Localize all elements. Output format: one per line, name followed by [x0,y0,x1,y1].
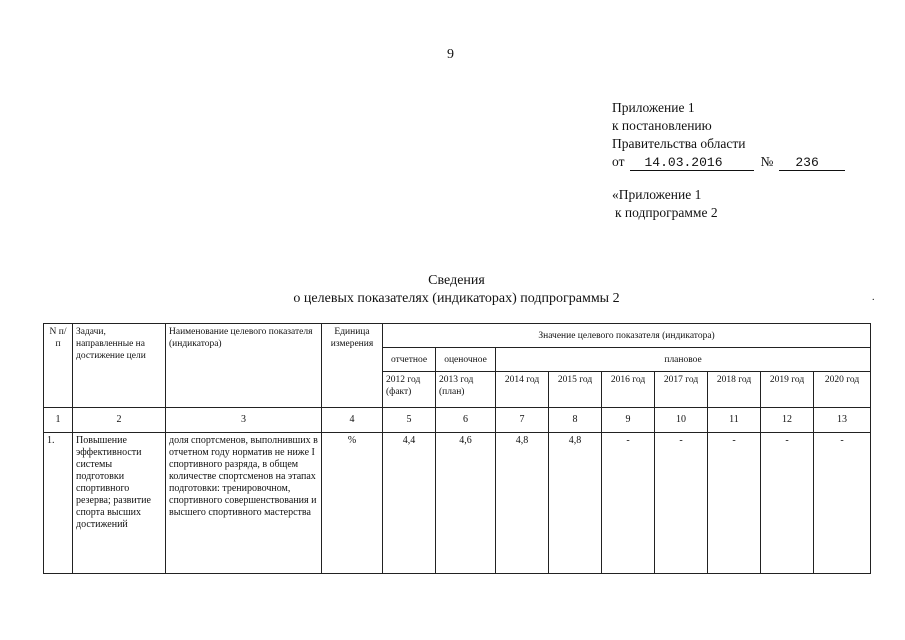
header-estimated: оценочное [436,348,496,372]
column-number: 6 [436,408,496,433]
number-sign: № [760,154,774,169]
row-num: 1. [44,433,73,574]
column-number: 10 [655,408,708,433]
column-number: 11 [708,408,761,433]
row-indicator: доля спортсменов, выполнивших в отчетном году норматив не ниже I спортивного разряда, в общем количестве спортсменов на этапах подготовки: тренировочном, спортивного совершенствования и высшего спортивного мастерства [166,433,322,574]
appendix-line: к постановлению [612,118,712,133]
header-year: 2014 год [496,372,549,408]
header-year: 2020 год [814,372,871,408]
header-year: 2013 год (план) [436,372,496,408]
header-value: Значение целевого показателя (индикатора) [383,324,871,348]
row-value: 4,8 [496,433,549,574]
row-value: - [761,433,814,574]
column-number: 7 [496,408,549,433]
column-number: 8 [549,408,602,433]
header-year: 2016 год [602,372,655,408]
trailing-dot: . [872,292,875,303]
subprogram-appendix-block [612,186,718,222]
column-number: 1 [44,408,73,433]
header-tasks: Задачи, направленные на достижение цели [73,324,166,408]
header-planned: плановое [496,348,871,372]
row-value: - [708,433,761,574]
row-task: Повышение эффективности системы подготовки спортивного резерва; развитие спорта высших достижений [73,433,166,574]
row-value: 4,6 [436,433,496,574]
header-indicator: Наименование целевого показателя (индикатора) [166,324,322,408]
appendix-line: Правительства области [612,136,746,151]
header-year: 2018 год [708,372,761,408]
subprogram-appendix-line: к подпрограмме 2 [615,205,718,220]
header-num: N п/п [44,324,73,408]
from-label: от [612,154,625,169]
decree-number: 236 [779,156,845,171]
row-value: - [602,433,655,574]
row-value: 4,8 [549,433,602,574]
column-number: 2 [73,408,166,433]
column-number: 12 [761,408,814,433]
indicators-table [43,323,871,574]
page-number: 9 [447,47,454,62]
header-year: 2012 год (факт) [383,372,436,408]
appendix-date-line [612,153,845,171]
column-number: 3 [166,408,322,433]
decree-date: 14.03.2016 [630,156,754,171]
row-value: 4,4 [383,433,436,574]
row-unit: % [322,433,383,574]
row-value: - [655,433,708,574]
subprogram-appendix-line: «Приложение 1 [612,187,702,202]
column-number: 5 [383,408,436,433]
document-subtitle: о целевых показателях (индикаторах) подпрограммы 2 [293,291,620,306]
row-value: - [814,433,871,574]
header-unit: Единица измерения [322,324,383,408]
column-number: 13 [814,408,871,433]
header-reported: отчетное [383,348,436,372]
appendix-line: Приложение 1 [612,100,695,115]
column-number: 9 [602,408,655,433]
appendix-block [612,99,845,171]
column-number: 4 [322,408,383,433]
header-year: 2017 год [655,372,708,408]
document-title: Сведения [428,273,485,288]
table-row [44,433,871,574]
header-year: 2015 год [549,372,602,408]
header-year: 2019 год [761,372,814,408]
